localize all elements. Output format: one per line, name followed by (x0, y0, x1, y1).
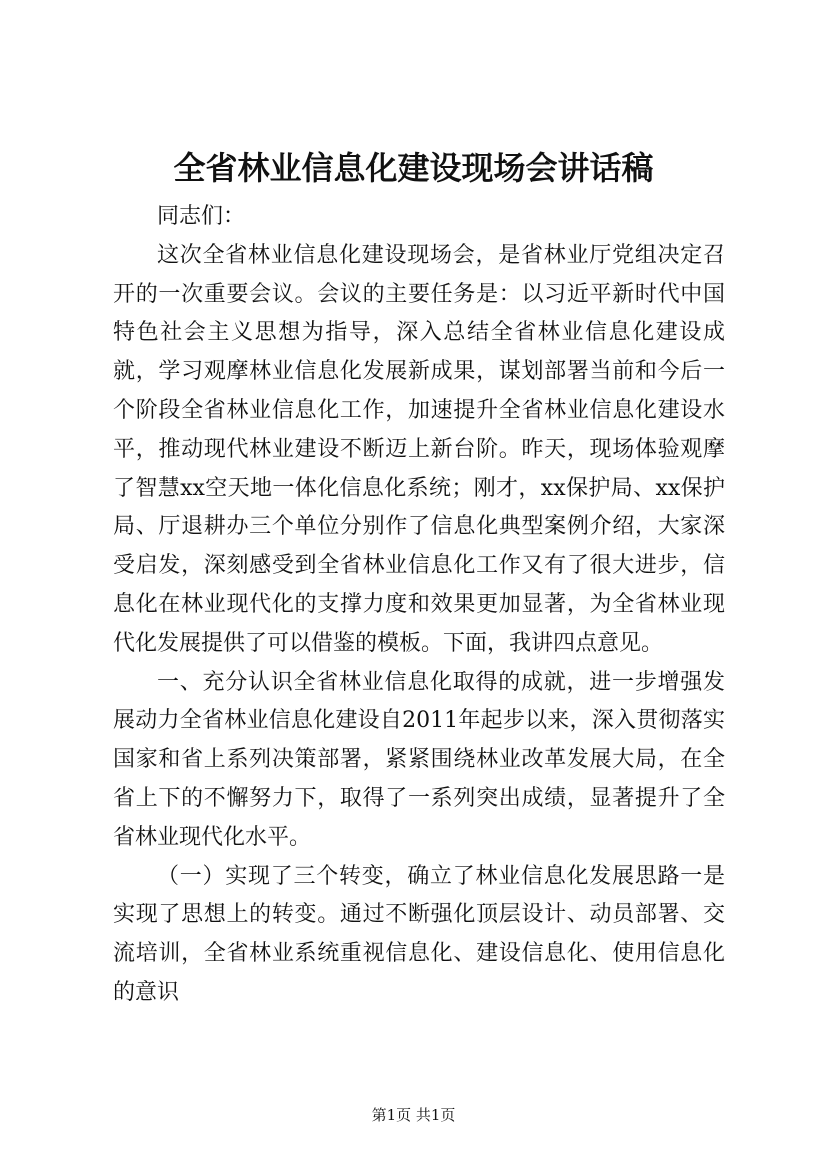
paragraph-subsection-one: （一）实现了三个转变，确立了林业信息化发展思路一是实现了思想上的转变。通过不断强化顶层设计、动员部署、交流培训，全省林业系统重视信息化、建设信息化、使用信息化的意识 (113, 863, 725, 1005)
salutation: 同志们： (157, 204, 246, 229)
paragraph-section-one: 一、充分认识全省林业信息化取得的成就，进一步增强发展动力全省林业信息化建设自2011年起步以来，深入贯彻落实国家和省上系列决策部署，紧紧围绕林业改革发展大局，在全省上下的不懈努力下，取得了一系列突出成绩，显著提升了全省林业现代化水平。 (113, 669, 725, 850)
paragraph-intro: 这次全省林业信息化建设现场会，是省林业厅党组决定召开的一次重要会议。会议的主要任务是：以习近平新时代中国特色社会主义思想为指导，深入总结全省林业信息化建设成就，学习观摩林业信息化发展新成果，谋划部署当前和今后一个阶段全省林业信息化工作，加速提升全省林业信息化建设水平，推动现代林业建设不断迈上新台阶。昨天，现场体验观摩了智慧xx空天地一体化信息化系统；刚才，xx保护局、xx保护局、厅退耕办三个单位分别作了信息化典型案例介绍，大家深受启发，深刻感受到全省林业信息化工作又有了很大进步，信息化在林业现代化的支撑力度和效果更加显著，为全省林业现代化发展提供了可以借鉴的模板。下面，我讲四点意见。 (113, 242, 725, 656)
page-footer: 第1页 共1页 (371, 1106, 456, 1124)
document-title: 全省林业信息化建设现场会讲话稿 (173, 149, 654, 187)
document-body (113, 198, 725, 1013)
